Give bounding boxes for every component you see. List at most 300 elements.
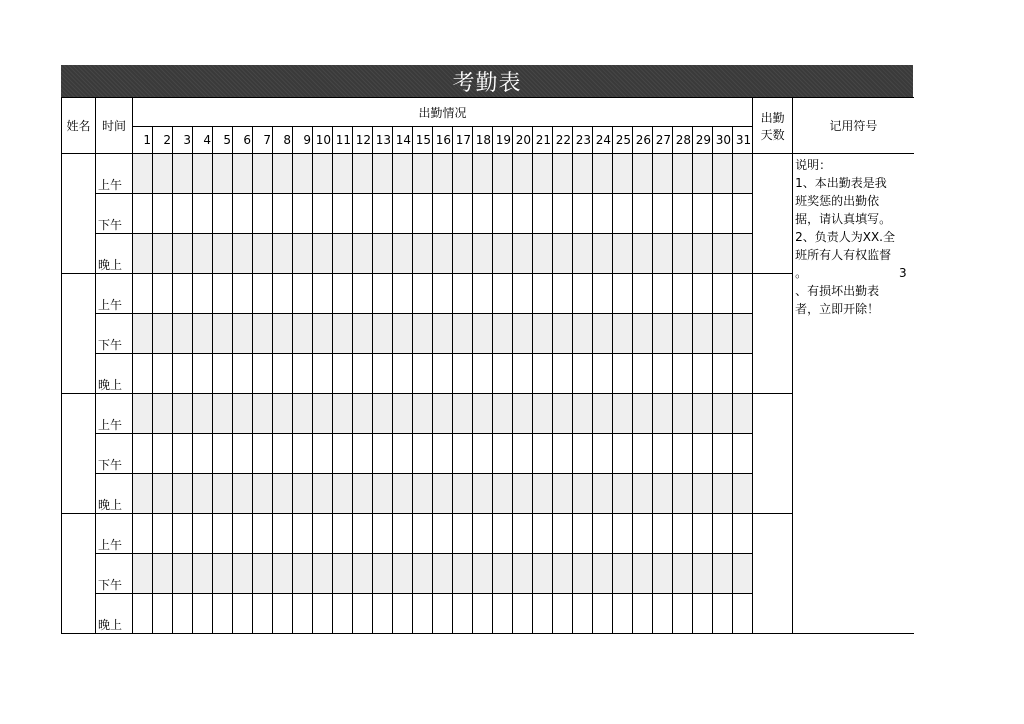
attendance-cell[interactable]	[393, 474, 413, 514]
attendance-cell[interactable]	[533, 314, 553, 354]
attendance-cell[interactable]	[453, 274, 473, 314]
attendance-cell[interactable]	[553, 194, 573, 234]
attendance-cell[interactable]	[153, 154, 173, 194]
attendance-cell[interactable]	[733, 594, 753, 634]
attendance-cell[interactable]	[193, 554, 213, 594]
attendance-cell[interactable]	[453, 514, 473, 554]
attendance-cell[interactable]	[573, 514, 593, 554]
attendance-cell[interactable]	[253, 314, 273, 354]
attendance-cell[interactable]	[713, 594, 733, 634]
attendance-cell[interactable]	[633, 554, 653, 594]
attendance-cell[interactable]	[533, 354, 553, 394]
attendance-cell[interactable]	[273, 354, 293, 394]
attendance-cell[interactable]	[433, 554, 453, 594]
attendance-cell[interactable]	[533, 514, 553, 554]
attendance-cell[interactable]	[453, 154, 473, 194]
attendance-cell[interactable]	[713, 354, 733, 394]
attendance-cell[interactable]	[713, 234, 733, 274]
attendance-cell[interactable]	[273, 234, 293, 274]
attendance-cell[interactable]	[233, 394, 253, 434]
attendance-cell[interactable]	[673, 594, 693, 634]
attendance-cell[interactable]	[653, 394, 673, 434]
attendance-cell[interactable]	[333, 434, 353, 474]
attendance-cell[interactable]	[333, 354, 353, 394]
attendance-cell[interactable]	[433, 594, 453, 634]
attendance-cell[interactable]	[713, 474, 733, 514]
attendance-cell[interactable]	[473, 154, 493, 194]
attendance-cell[interactable]	[133, 434, 153, 474]
attendance-cell[interactable]	[353, 314, 373, 354]
name-cell[interactable]	[62, 154, 96, 274]
attendance-cell[interactable]	[393, 434, 413, 474]
attendance-cell[interactable]	[733, 234, 753, 274]
attendance-cell[interactable]	[433, 434, 453, 474]
attendance-cell[interactable]	[193, 514, 213, 554]
attendance-cell[interactable]	[133, 394, 153, 434]
attendance-cell[interactable]	[733, 154, 753, 194]
attendance-cell[interactable]	[393, 514, 413, 554]
attendance-cell[interactable]	[173, 554, 193, 594]
attendance-cell[interactable]	[373, 474, 393, 514]
attendance-cell[interactable]	[433, 234, 453, 274]
attendance-cell[interactable]	[333, 274, 353, 314]
attendance-cell[interactable]	[373, 234, 393, 274]
attendance-cell[interactable]	[213, 554, 233, 594]
attendance-cell[interactable]	[293, 354, 313, 394]
attendance-cell[interactable]	[613, 234, 633, 274]
attendance-cell[interactable]	[553, 514, 573, 554]
attendance-cell[interactable]	[273, 274, 293, 314]
attendance-cell[interactable]	[373, 594, 393, 634]
attendance-cell[interactable]	[593, 234, 613, 274]
attendance-cell[interactable]	[153, 514, 173, 554]
attendance-cell[interactable]	[493, 234, 513, 274]
attendance-cell[interactable]	[693, 194, 713, 234]
attendance-cell[interactable]	[653, 554, 673, 594]
attendance-cell[interactable]	[273, 154, 293, 194]
attendance-cell[interactable]	[533, 474, 553, 514]
attendance-cell[interactable]	[693, 154, 713, 194]
attendance-cell[interactable]	[413, 354, 433, 394]
attendance-cell[interactable]	[593, 154, 613, 194]
attendance-cell[interactable]	[593, 274, 613, 314]
attendance-cell[interactable]	[313, 234, 333, 274]
attendance-cell[interactable]	[713, 154, 733, 194]
attendance-cell[interactable]	[373, 194, 393, 234]
attendance-cell[interactable]	[353, 434, 373, 474]
attendance-cell[interactable]	[193, 434, 213, 474]
name-cell[interactable]	[62, 274, 96, 394]
attendance-cell[interactable]	[173, 274, 193, 314]
attendance-cell[interactable]	[633, 594, 653, 634]
attendance-cell[interactable]	[293, 434, 313, 474]
attendance-cell[interactable]	[493, 274, 513, 314]
attendance-cell[interactable]	[333, 474, 353, 514]
attendance-cell[interactable]	[353, 594, 373, 634]
attendance-cell[interactable]	[293, 514, 313, 554]
attendance-cell[interactable]	[653, 514, 673, 554]
attendance-cell[interactable]	[353, 234, 373, 274]
attendance-cell[interactable]	[353, 394, 373, 434]
attendance-cell[interactable]	[713, 194, 733, 234]
attendance-cell[interactable]	[233, 554, 253, 594]
attendance-cell[interactable]	[513, 314, 533, 354]
attendance-cell[interactable]	[193, 154, 213, 194]
attendance-cell[interactable]	[573, 154, 593, 194]
attendance-cell[interactable]	[253, 394, 273, 434]
attendance-cell[interactable]	[353, 354, 373, 394]
attendance-cell[interactable]	[493, 354, 513, 394]
attendance-cell[interactable]	[653, 314, 673, 354]
attendance-cell[interactable]	[173, 354, 193, 394]
attendance-cell[interactable]	[373, 354, 393, 394]
attendance-cell[interactable]	[493, 194, 513, 234]
attendance-cell[interactable]	[213, 394, 233, 434]
attendance-cell[interactable]	[373, 314, 393, 354]
attendance-cell[interactable]	[673, 394, 693, 434]
attendance-cell[interactable]	[273, 594, 293, 634]
attendance-cell[interactable]	[353, 474, 373, 514]
attendance-cell[interactable]	[173, 474, 193, 514]
attendance-cell[interactable]	[493, 154, 513, 194]
attendance-cell[interactable]	[153, 234, 173, 274]
attendance-cell[interactable]	[433, 314, 453, 354]
attendance-cell[interactable]	[573, 234, 593, 274]
attendance-cell[interactable]	[593, 514, 613, 554]
attendance-cell[interactable]	[233, 194, 253, 234]
attendance-cell[interactable]	[333, 314, 353, 354]
attendance-cell[interactable]	[253, 474, 273, 514]
attendance-cell[interactable]	[253, 154, 273, 194]
attendance-cell[interactable]	[213, 154, 233, 194]
attendance-cell[interactable]	[173, 154, 193, 194]
attendance-cell[interactable]	[553, 394, 573, 434]
attendance-cell[interactable]	[293, 474, 313, 514]
attendance-cell[interactable]	[553, 314, 573, 354]
attendance-cell[interactable]	[493, 314, 513, 354]
attendance-cell[interactable]	[133, 474, 153, 514]
attendance-cell[interactable]	[473, 514, 493, 554]
attendance-cell[interactable]	[153, 194, 173, 234]
attendance-cell[interactable]	[233, 154, 253, 194]
attendance-cell[interactable]	[453, 554, 473, 594]
attendance-cell[interactable]	[573, 274, 593, 314]
attendance-cell[interactable]	[733, 354, 753, 394]
attendance-cell[interactable]	[233, 514, 253, 554]
attendance-cell[interactable]	[173, 314, 193, 354]
attendance-cell[interactable]	[133, 154, 153, 194]
attendance-cell[interactable]	[693, 274, 713, 314]
attendance-cell[interactable]	[393, 354, 413, 394]
attendance-cell[interactable]	[633, 314, 653, 354]
attendance-cell[interactable]	[213, 274, 233, 314]
attendance-cell[interactable]	[513, 474, 533, 514]
attendance-cell[interactable]	[513, 154, 533, 194]
attendance-cell[interactable]	[133, 234, 153, 274]
attendance-cell[interactable]	[153, 314, 173, 354]
attendance-cell[interactable]	[553, 594, 573, 634]
attendance-cell[interactable]	[593, 434, 613, 474]
attendance-cell[interactable]	[453, 434, 473, 474]
attendance-cell[interactable]	[613, 514, 633, 554]
attendance-cell[interactable]	[553, 154, 573, 194]
attendance-cell[interactable]	[213, 474, 233, 514]
attend-days-cell[interactable]	[753, 274, 793, 394]
attendance-cell[interactable]	[493, 474, 513, 514]
attendance-cell[interactable]	[353, 554, 373, 594]
attendance-cell[interactable]	[333, 194, 353, 234]
attendance-cell[interactable]	[253, 194, 273, 234]
attendance-cell[interactable]	[433, 394, 453, 434]
attendance-cell[interactable]	[533, 434, 553, 474]
attendance-cell[interactable]	[593, 594, 613, 634]
attend-days-cell[interactable]	[753, 154, 793, 274]
attendance-cell[interactable]	[673, 194, 693, 234]
attendance-cell[interactable]	[133, 314, 153, 354]
attendance-cell[interactable]	[593, 474, 613, 514]
attendance-cell[interactable]	[693, 594, 713, 634]
attendance-cell[interactable]	[673, 554, 693, 594]
attendance-cell[interactable]	[473, 234, 493, 274]
attendance-cell[interactable]	[653, 274, 673, 314]
attendance-cell[interactable]	[313, 274, 333, 314]
attendance-cell[interactable]	[253, 514, 273, 554]
attendance-cell[interactable]	[273, 474, 293, 514]
attendance-cell[interactable]	[393, 274, 413, 314]
attendance-cell[interactable]	[573, 194, 593, 234]
attendance-cell[interactable]	[193, 314, 213, 354]
attendance-cell[interactable]	[573, 314, 593, 354]
attendance-cell[interactable]	[233, 314, 253, 354]
attendance-cell[interactable]	[673, 434, 693, 474]
attendance-cell[interactable]	[413, 514, 433, 554]
attendance-cell[interactable]	[153, 434, 173, 474]
attendance-cell[interactable]	[153, 474, 173, 514]
attendance-cell[interactable]	[213, 234, 233, 274]
attendance-cell[interactable]	[293, 554, 313, 594]
name-cell[interactable]	[62, 514, 96, 634]
attendance-cell[interactable]	[393, 154, 413, 194]
attendance-cell[interactable]	[413, 234, 433, 274]
attendance-cell[interactable]	[573, 594, 593, 634]
attendance-cell[interactable]	[613, 434, 633, 474]
name-cell[interactable]	[62, 394, 96, 514]
attendance-cell[interactable]	[453, 594, 473, 634]
attendance-cell[interactable]	[633, 514, 653, 554]
attendance-cell[interactable]	[473, 354, 493, 394]
attendance-cell[interactable]	[413, 394, 433, 434]
attendance-cell[interactable]	[553, 434, 573, 474]
attendance-cell[interactable]	[513, 234, 533, 274]
attendance-cell[interactable]	[473, 194, 493, 234]
attendance-cell[interactable]	[233, 354, 253, 394]
attendance-cell[interactable]	[693, 314, 713, 354]
attendance-cell[interactable]	[193, 274, 213, 314]
attendance-cell[interactable]	[153, 594, 173, 634]
attendance-cell[interactable]	[273, 314, 293, 354]
attendance-cell[interactable]	[693, 434, 713, 474]
attendance-cell[interactable]	[413, 314, 433, 354]
attendance-cell[interactable]	[733, 194, 753, 234]
attendance-cell[interactable]	[633, 234, 653, 274]
attendance-cell[interactable]	[293, 234, 313, 274]
attendance-cell[interactable]	[613, 194, 633, 234]
attendance-cell[interactable]	[413, 274, 433, 314]
attendance-cell[interactable]	[573, 354, 593, 394]
attendance-cell[interactable]	[333, 514, 353, 554]
attendance-cell[interactable]	[513, 274, 533, 314]
attendance-cell[interactable]	[353, 154, 373, 194]
attendance-cell[interactable]	[553, 554, 573, 594]
attendance-cell[interactable]	[673, 474, 693, 514]
attendance-cell[interactable]	[413, 154, 433, 194]
attendance-cell[interactable]	[393, 194, 413, 234]
attendance-cell[interactable]	[193, 394, 213, 434]
attendance-cell[interactable]	[553, 474, 573, 514]
attendance-cell[interactable]	[233, 434, 253, 474]
attendance-cell[interactable]	[133, 554, 153, 594]
attendance-cell[interactable]	[293, 314, 313, 354]
attendance-cell[interactable]	[273, 554, 293, 594]
attendance-cell[interactable]	[453, 394, 473, 434]
attendance-cell[interactable]	[533, 154, 553, 194]
attendance-cell[interactable]	[513, 194, 533, 234]
attendance-cell[interactable]	[513, 514, 533, 554]
attendance-cell[interactable]	[653, 234, 673, 274]
attendance-cell[interactable]	[313, 514, 333, 554]
attendance-cell[interactable]	[393, 554, 413, 594]
attendance-cell[interactable]	[413, 194, 433, 234]
attendance-cell[interactable]	[133, 194, 153, 234]
attendance-cell[interactable]	[613, 154, 633, 194]
attendance-cell[interactable]	[613, 394, 633, 434]
attendance-cell[interactable]	[173, 194, 193, 234]
attendance-cell[interactable]	[613, 474, 633, 514]
attendance-cell[interactable]	[253, 594, 273, 634]
attendance-cell[interactable]	[493, 554, 513, 594]
attendance-cell[interactable]	[653, 434, 673, 474]
attendance-cell[interactable]	[713, 434, 733, 474]
attendance-cell[interactable]	[473, 274, 493, 314]
attendance-cell[interactable]	[193, 474, 213, 514]
attendance-cell[interactable]	[493, 394, 513, 434]
attendance-cell[interactable]	[513, 354, 533, 394]
attendance-cell[interactable]	[593, 194, 613, 234]
attendance-cell[interactable]	[373, 394, 393, 434]
attendance-cell[interactable]	[573, 394, 593, 434]
attendance-cell[interactable]	[253, 554, 273, 594]
attendance-cell[interactable]	[693, 554, 713, 594]
attendance-cell[interactable]	[173, 434, 193, 474]
attendance-cell[interactable]	[353, 274, 373, 314]
attendance-cell[interactable]	[313, 594, 333, 634]
attendance-cell[interactable]	[533, 194, 553, 234]
attendance-cell[interactable]	[513, 394, 533, 434]
attendance-cell[interactable]	[713, 394, 733, 434]
attendance-cell[interactable]	[593, 554, 613, 594]
attendance-cell[interactable]	[613, 594, 633, 634]
attendance-cell[interactable]	[213, 594, 233, 634]
attendance-cell[interactable]	[373, 514, 393, 554]
attendance-cell[interactable]	[173, 394, 193, 434]
attendance-cell[interactable]	[513, 434, 533, 474]
attendance-cell[interactable]	[733, 514, 753, 554]
attendance-cell[interactable]	[193, 194, 213, 234]
attendance-cell[interactable]	[693, 354, 713, 394]
attendance-cell[interactable]	[253, 234, 273, 274]
attendance-cell[interactable]	[433, 514, 453, 554]
attendance-cell[interactable]	[613, 314, 633, 354]
attendance-cell[interactable]	[533, 274, 553, 314]
attendance-cell[interactable]	[393, 234, 413, 274]
attendance-cell[interactable]	[353, 514, 373, 554]
attendance-cell[interactable]	[733, 434, 753, 474]
attendance-cell[interactable]	[313, 314, 333, 354]
attendance-cell[interactable]	[473, 314, 493, 354]
attendance-cell[interactable]	[713, 514, 733, 554]
attendance-cell[interactable]	[473, 594, 493, 634]
attendance-cell[interactable]	[593, 314, 613, 354]
attendance-cell[interactable]	[633, 474, 653, 514]
attendance-cell[interactable]	[553, 234, 573, 274]
attendance-cell[interactable]	[453, 194, 473, 234]
attendance-cell[interactable]	[333, 154, 353, 194]
attendance-cell[interactable]	[653, 354, 673, 394]
attendance-cell[interactable]	[533, 394, 553, 434]
attendance-cell[interactable]	[413, 434, 433, 474]
attendance-cell[interactable]	[233, 474, 253, 514]
attendance-cell[interactable]	[693, 514, 713, 554]
attendance-cell[interactable]	[493, 514, 513, 554]
attendance-cell[interactable]	[273, 394, 293, 434]
attendance-cell[interactable]	[213, 314, 233, 354]
attendance-cell[interactable]	[513, 554, 533, 594]
attendance-cell[interactable]	[133, 594, 153, 634]
attendance-cell[interactable]	[673, 514, 693, 554]
attendance-cell[interactable]	[213, 194, 233, 234]
attendance-cell[interactable]	[673, 354, 693, 394]
attendance-cell[interactable]	[413, 554, 433, 594]
attendance-cell[interactable]	[393, 594, 413, 634]
attendance-cell[interactable]	[633, 354, 653, 394]
attendance-cell[interactable]	[633, 394, 653, 434]
attendance-cell[interactable]	[253, 354, 273, 394]
attendance-cell[interactable]	[713, 554, 733, 594]
attendance-cell[interactable]	[673, 154, 693, 194]
attendance-cell[interactable]	[313, 194, 333, 234]
attendance-cell[interactable]	[433, 354, 453, 394]
attendance-cell[interactable]	[473, 474, 493, 514]
attendance-cell[interactable]	[573, 434, 593, 474]
attendance-cell[interactable]	[633, 194, 653, 234]
attendance-cell[interactable]	[453, 314, 473, 354]
attendance-cell[interactable]	[673, 314, 693, 354]
attendance-cell[interactable]	[393, 314, 413, 354]
attendance-cell[interactable]	[273, 194, 293, 234]
attendance-cell[interactable]	[133, 274, 153, 314]
attendance-cell[interactable]	[613, 274, 633, 314]
attendance-cell[interactable]	[193, 594, 213, 634]
attendance-cell[interactable]	[613, 354, 633, 394]
attendance-cell[interactable]	[453, 234, 473, 274]
attendance-cell[interactable]	[453, 354, 473, 394]
attendance-cell[interactable]	[493, 434, 513, 474]
attendance-cell[interactable]	[213, 514, 233, 554]
attendance-cell[interactable]	[433, 474, 453, 514]
attendance-cell[interactable]	[693, 474, 713, 514]
attendance-cell[interactable]	[153, 554, 173, 594]
attendance-cell[interactable]	[633, 154, 653, 194]
